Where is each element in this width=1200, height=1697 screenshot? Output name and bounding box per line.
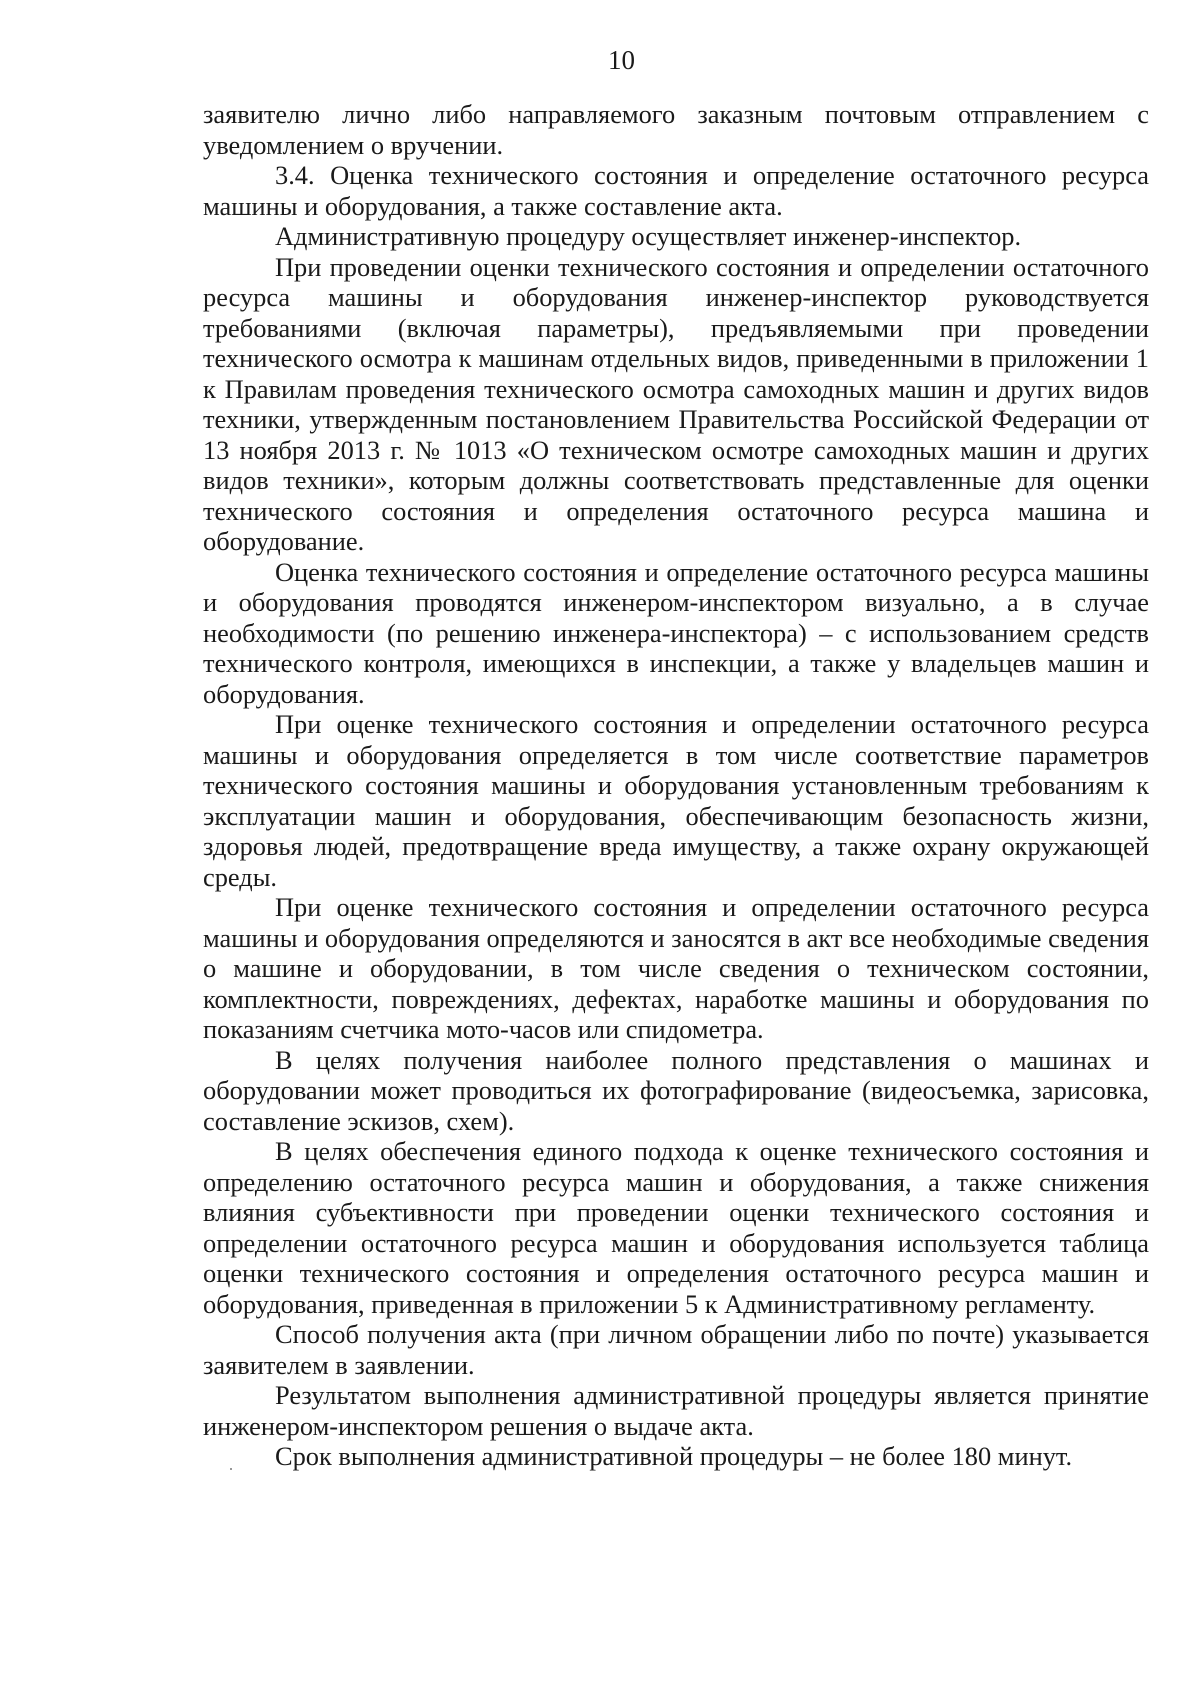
paragraph: Административную процедуру осуществляет инженер-инспектор. — [275, 221, 1022, 251]
section-heading-3-4: 3.4. Оценка технического состояния и определение остаточного ресурса машины и оборудования, а также составление акта. — [203, 160, 1149, 221]
paragraph: В целях получения наиболее полного представления о машинах и оборудовании может проводиться их фотографирование (видеосъемка, зарисовка, составление эскизов, схем). — [203, 1044, 1149, 1136]
paragraph: Оценка технического состояния и определение остаточного ресурса машины и оборудования проводятся инженером-инспектором визуально, а в случае необходимости (по решению инженера-инспектора) – с использованием средств технического контроля, имеющихся в инспекции, а также у владельцев машин и оборудования. — [203, 556, 1149, 709]
paragraph: Способ получения акта (при личном обращении либо по почте) указывается заявителем в заявлении. — [203, 1319, 1149, 1380]
paragraph-continuation: заявителю лично либо направляемого заказным почтовым отправлением с уведомлением о вручении. — [203, 99, 1149, 160]
paragraph: При оценке технического состояния и определении остаточного ресурса машины и оборудования определяются и заносятся в акт все необходимые сведения о машине и оборудовании, в том числе сведения о техническом состоянии, комплектности, повреждениях, дефектах, наработке машины и оборудования по показаниям счетчика мото-часов или спидометра. — [203, 892, 1149, 1044]
paragraph: В целях обеспечения единого подхода к оценке технического состояния и определению остаточного ресурса машин и оборудования, а также снижения влияния субъективности при проведении оценки технического состояния и определении остаточного ресурса машин и оборудования используется таблица оценки технического состояния и определения остаточного ресурса машин и оборудования, приведенная в приложении 5 к Административному регламенту. — [203, 1136, 1149, 1319]
paragraph: При проведении оценки технического состояния и определении остаточного ресурса машины и оборудования инженер-инспектор руководствуется требованиями (включая параметры), предъявляемыми при проведении технического осмотра к машинам отдельных видов, приведенными в приложении 1 к Правилам проведения технического осмотра самоходных машин и других видов техники, утвержденным постановлением Правительства Российской Федерации от 13 ноября 2013 г. № 1013 «О техническом осмотре самоходных машин и других видов техники», которым должны соответствовать представленные для оценки технического состояния и определения остаточного ресурса машина и оборудование. — [203, 251, 1149, 556]
scan-speck — [230, 1468, 232, 1470]
paragraph: При оценке технического состояния и определении остаточного ресурса машины и оборудования определяется в том числе соответствие параметров технического состояния машины и оборудования установленным требованиям к эксплуатации машин и оборудования, обеспечивающим безопасность жизни, здоровья людей, предотвращение вреда имуществу, а также охрану окружающей среды. — [203, 709, 1149, 892]
document-body — [203, 99, 1149, 1472]
page-number: 10 — [608, 45, 635, 75]
paragraph: Срок выполнения административной процедуры – не более 180 минут. — [275, 1441, 1073, 1471]
paragraph: Результатом выполнения административной процедуры является принятие инженером-инспектором решения о выдаче акта. — [203, 1380, 1149, 1441]
